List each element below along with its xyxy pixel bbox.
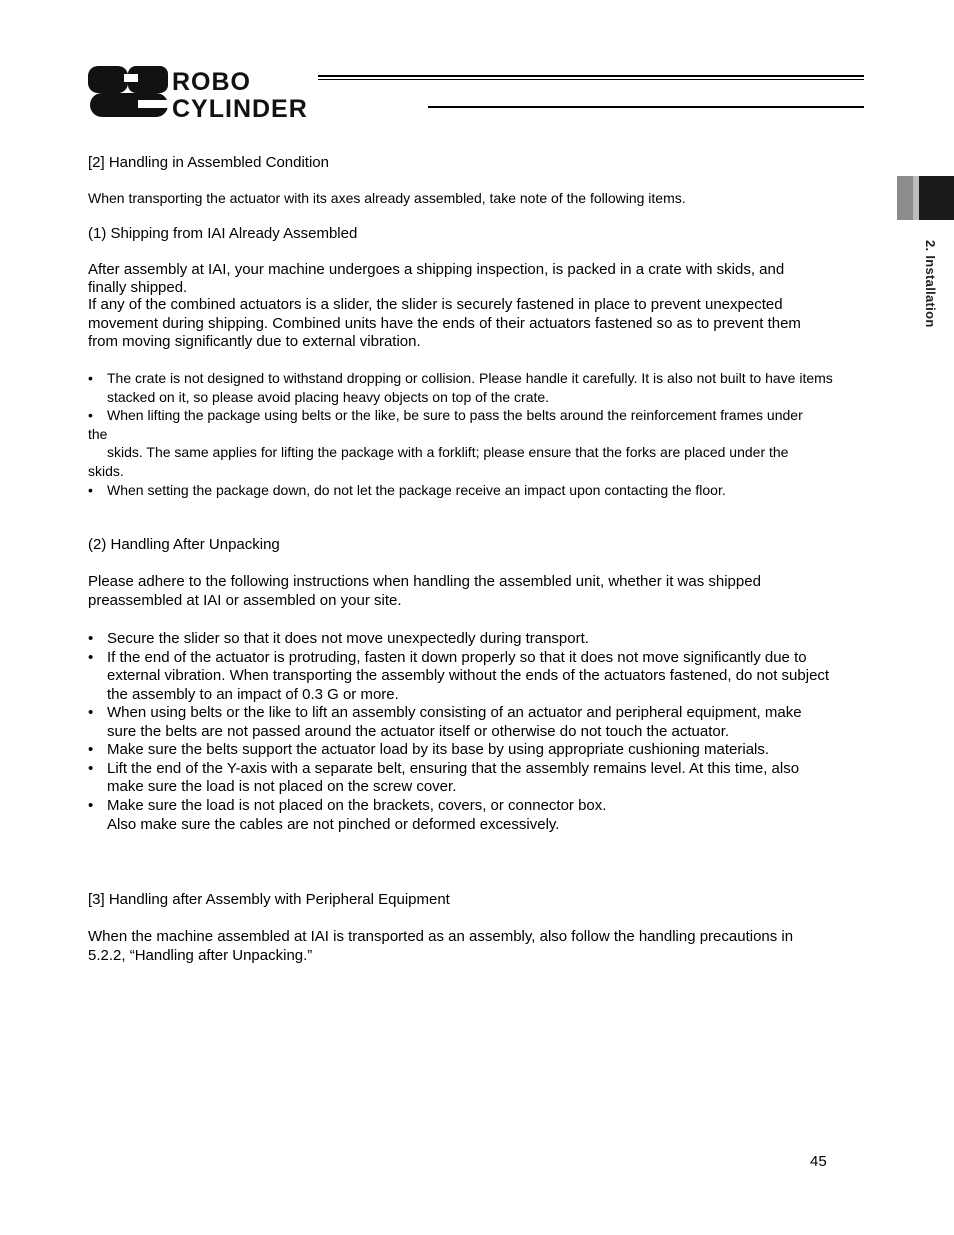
list-item: [88, 630, 833, 649]
list-item-text: Make sure the load is not placed on the brackets, covers, or connector box.: [107, 796, 607, 814]
header-rule-top-2: [318, 79, 864, 80]
subsection-heading: (2) Handling After Unpacking: [88, 536, 280, 553]
list-item-continuation: skids.: [88, 463, 124, 479]
list-item: [88, 704, 833, 741]
bullet-icon: •: [88, 630, 94, 647]
bullet-icon: •: [88, 704, 94, 721]
bullet-icon: •: [88, 759, 94, 777]
list-item-continuation: Also make sure the cables are not pinched or deformed excessively.: [107, 816, 560, 833]
list-item: [88, 369, 833, 406]
list-item-text: Make sure the belts support the actuator load by its base by using appropriate cushioning materials.: [107, 741, 770, 758]
bullet-icon: •: [88, 648, 94, 666]
page-number: 45: [810, 1153, 827, 1170]
header-rule-bottom: [428, 106, 864, 108]
list-item-text: When setting the package down, do not let the package receive an impact upon contacting the floor.: [107, 482, 726, 498]
list-item-text: When lifting the package using belts or the like, be sure to pass the belts around the reinforcement frames under: [107, 407, 803, 423]
list-item-text: Secure the slider so that it does not move unexpectedly during transport.: [107, 630, 589, 647]
list-item-continuation: skids. The same applies for lifting the package with a forklift; please ensure that the forks are placed under the: [107, 444, 789, 460]
bullet-icon: •: [88, 370, 93, 386]
list-item-text: If the end of the actuator is protruding, fasten it down properly so that it does not move significantly due to external vibration. When transporting the assembly without the ends of the actuators fastened, do not subject the assembly to an impact of 0.3 G or more.: [107, 648, 830, 703]
section-heading: [3] Handling after Assembly with Peripheral Equipment: [88, 891, 450, 908]
bullet-list: [88, 369, 833, 425]
bullet-list: [88, 630, 833, 815]
bullet-icon: •: [88, 741, 94, 758]
list-item: [88, 649, 833, 705]
bullet-icon: •: [88, 796, 94, 814]
section-heading: [2] Handling in Assembled Condition: [88, 154, 329, 171]
paragraph-line: finally shipped.: [88, 279, 188, 296]
header-rule-top-1: [318, 75, 864, 77]
paragraph-line: After assembly at IAI, your machine undergoes a shipping inspection, is packed in a crate with skids, and: [88, 261, 785, 278]
logo-text-cylinder: CYLINDER: [172, 95, 308, 120]
list-item-continuation: the: [88, 426, 108, 442]
bullet-list: [88, 481, 833, 500]
list-item: [88, 741, 833, 760]
list-item: [88, 481, 833, 500]
paragraph: Please adhere to the following instructions when handling the assembled unit, whether it was shipped preassembled at IAI or assembled on your site.: [88, 573, 761, 609]
paragraph: When the machine assembled at IAI is transported as an assembly, also follow the handling precautions in 5.2.2, “Handling after Unpacking.”: [88, 928, 794, 964]
logo-text-robo: ROBO: [172, 68, 251, 96]
list-item-text: The crate is not designed to withstand dropping or collision. Please handle it carefully. It is also not built to have items stacked on it, so please avoid placing heavy objects on top of the crate.: [107, 370, 833, 405]
list-item-text: Lift the end of the Y-axis with a separate belt, ensuring that the assembly remains level. At this time, also make sure the load is not placed on the screw cover.: [107, 759, 800, 795]
list-item: [88, 760, 833, 797]
chapter-side-label: 2. Installation: [923, 240, 938, 328]
bullet-icon: •: [88, 407, 93, 423]
list-item-text: When using belts or the like to lift an assembly consisting of an actuator and peripheral equipment, make sure the belts are not passed around the actuator itself or otherwise do not touch the actuator.: [107, 704, 802, 740]
list-item: [88, 406, 833, 425]
list-item: [88, 797, 833, 816]
paragraph: If any of the combined actuators is a slider, the slider is securely fastened in place to prevent unexpected movement during shipping. Combined units have the ends of their actuators fastened so as to prevent them from moving significantly due to external vibration.: [88, 296, 801, 350]
subsection-heading: (1) Shipping from IAI Already Assembled: [88, 225, 358, 242]
section-intro: When transporting the actuator with its axes already assembled, take note of the following items.: [88, 190, 686, 206]
bullet-icon: •: [88, 482, 93, 498]
chapter-tab-black: [919, 176, 954, 220]
